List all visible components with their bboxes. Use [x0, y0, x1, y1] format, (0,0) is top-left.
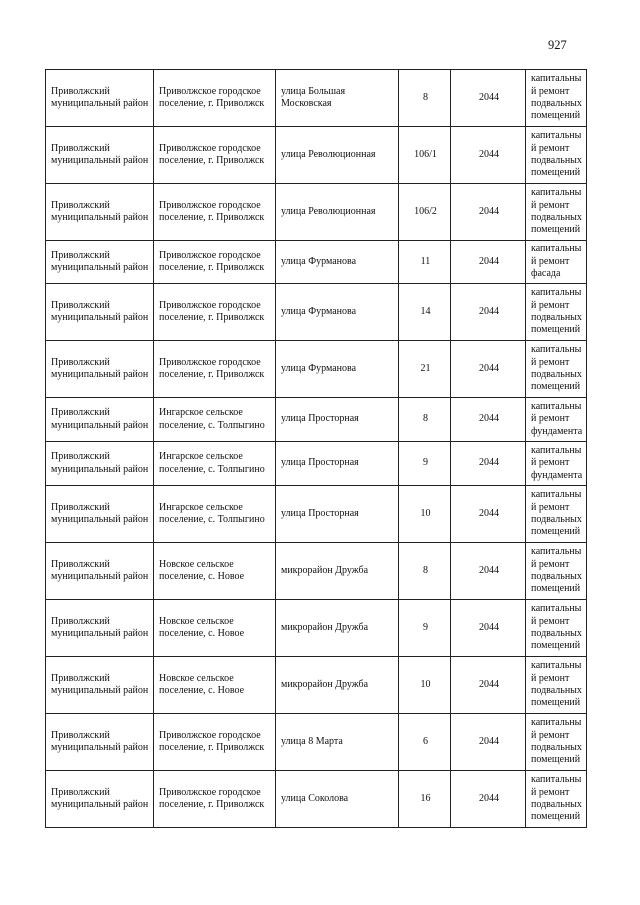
street-cell: микрорайон Дружба	[276, 543, 399, 600]
house-number-cell: 8	[399, 398, 451, 442]
year-cell: 2044	[451, 442, 526, 486]
page-number: 927	[548, 38, 567, 52]
settlement-cell: Приволжское городское поселение, г. Приволжск	[154, 341, 276, 398]
table-row	[46, 657, 587, 714]
year-cell: 2044	[451, 241, 526, 284]
table-row	[46, 600, 587, 657]
table-row	[46, 241, 587, 284]
street-cell: улица Соколова	[276, 771, 399, 828]
settlement-cell: Ингарское сельское поселение, с. Толпыгино	[154, 486, 276, 543]
settlement-cell: Приволжское городское поселение, г. Приволжск	[154, 127, 276, 184]
street-cell: улица Революционная	[276, 127, 399, 184]
work-type-cell: капитальный ремонт подвальных помещений	[526, 543, 587, 600]
settlement-cell: Ингарское сельское поселение, с. Толпыгино	[154, 398, 276, 442]
district-cell: Приволжский муниципальный район	[46, 714, 154, 771]
settlement-cell: Новское сельское поселение, с. Новое	[154, 657, 276, 714]
work-type-cell: капитальный ремонт фасада	[526, 241, 587, 284]
settlement-cell: Приволжское городское поселение, г. Приволжск	[154, 771, 276, 828]
district-cell: Приволжский муниципальный район	[46, 600, 154, 657]
district-cell: Приволжский муниципальный район	[46, 771, 154, 828]
house-number-cell: 6	[399, 714, 451, 771]
house-number-cell: 14	[399, 284, 451, 341]
district-cell: Приволжский муниципальный район	[46, 241, 154, 284]
work-type-cell: капитальный ремонт подвальных помещений	[526, 486, 587, 543]
work-type-cell: капитальный ремонт подвальных помещений	[526, 714, 587, 771]
street-cell: улица Просторная	[276, 442, 399, 486]
table-body	[46, 70, 587, 828]
work-type-cell: капитальный ремонт подвальных помещений	[526, 70, 587, 127]
house-number-cell: 8	[399, 543, 451, 600]
street-cell: микрорайон Дружба	[276, 600, 399, 657]
district-cell: Приволжский муниципальный район	[46, 398, 154, 442]
year-cell: 2044	[451, 600, 526, 657]
settlement-cell: Новское сельское поселение, с. Новое	[154, 600, 276, 657]
house-number-cell: 9	[399, 600, 451, 657]
year-cell: 2044	[451, 714, 526, 771]
district-cell: Приволжский муниципальный район	[46, 341, 154, 398]
year-cell: 2044	[451, 771, 526, 828]
street-cell: микрорайон Дружба	[276, 657, 399, 714]
table-row	[46, 714, 587, 771]
table-row	[46, 341, 587, 398]
table-row	[46, 486, 587, 543]
district-cell: Приволжский муниципальный район	[46, 657, 154, 714]
work-type-cell: капитальный ремонт подвальных помещений	[526, 600, 587, 657]
year-cell: 2044	[451, 657, 526, 714]
street-cell: улица Просторная	[276, 486, 399, 543]
settlement-cell: Новское сельское поселение, с. Новое	[154, 543, 276, 600]
work-type-cell: капитальный ремонт подвальных помещений	[526, 341, 587, 398]
district-cell: Приволжский муниципальный район	[46, 184, 154, 241]
table-row	[46, 127, 587, 184]
year-cell: 2044	[451, 398, 526, 442]
work-type-cell: капитальный ремонт фундамента	[526, 442, 587, 486]
house-number-cell: 16	[399, 771, 451, 828]
house-number-cell: 21	[399, 341, 451, 398]
house-number-cell: 9	[399, 442, 451, 486]
table-row	[46, 70, 587, 127]
district-cell: Приволжский муниципальный район	[46, 442, 154, 486]
table-row	[46, 284, 587, 341]
work-type-cell: капитальный ремонт фундамента	[526, 398, 587, 442]
year-cell: 2044	[451, 341, 526, 398]
district-cell: Приволжский муниципальный район	[46, 127, 154, 184]
street-cell: улица Просторная	[276, 398, 399, 442]
district-cell: Приволжский муниципальный район	[46, 486, 154, 543]
district-cell: Приволжский муниципальный район	[46, 284, 154, 341]
year-cell: 2044	[451, 486, 526, 543]
house-number-cell: 10	[399, 657, 451, 714]
district-cell: Приволжский муниципальный район	[46, 543, 154, 600]
house-number-cell: 8	[399, 70, 451, 127]
street-cell: улица Фурманова	[276, 284, 399, 341]
district-cell: Приволжский муниципальный район	[46, 70, 154, 127]
house-number-cell: 11	[399, 241, 451, 284]
year-cell: 2044	[451, 127, 526, 184]
year-cell: 2044	[451, 184, 526, 241]
year-cell: 2044	[451, 543, 526, 600]
work-type-cell: капитальный ремонт подвальных помещений	[526, 184, 587, 241]
settlement-cell: Приволжское городское поселение, г. Приволжск	[154, 284, 276, 341]
work-type-cell: капитальный ремонт подвальных помещений	[526, 127, 587, 184]
work-type-cell: капитальный ремонт подвальных помещений	[526, 657, 587, 714]
table-row	[46, 184, 587, 241]
street-cell: улица Революционная	[276, 184, 399, 241]
street-cell: улица Фурманова	[276, 341, 399, 398]
settlement-cell: Приволжское городское поселение, г. Приволжск	[154, 241, 276, 284]
table-row	[46, 398, 587, 442]
work-type-cell: капитальный ремонт подвальных помещений	[526, 771, 587, 828]
street-cell: улица Фурманова	[276, 241, 399, 284]
settlement-cell: Приволжское городское поселение, г. Приволжск	[154, 70, 276, 127]
street-cell: улица Большая Московская	[276, 70, 399, 127]
work-type-cell: капитальный ремонт подвальных помещений	[526, 284, 587, 341]
house-number-cell: 106/2	[399, 184, 451, 241]
house-number-cell: 106/1	[399, 127, 451, 184]
year-cell: 2044	[451, 70, 526, 127]
repair-schedule-table	[45, 69, 587, 828]
year-cell: 2044	[451, 284, 526, 341]
settlement-cell: Ингарское сельское поселение, с. Толпыгино	[154, 442, 276, 486]
settlement-cell: Приволжское городское поселение, г. Приволжск	[154, 714, 276, 771]
settlement-cell: Приволжское городское поселение, г. Приволжск	[154, 184, 276, 241]
table-row	[46, 442, 587, 486]
table-row	[46, 771, 587, 828]
street-cell: улица 8 Марта	[276, 714, 399, 771]
house-number-cell: 10	[399, 486, 451, 543]
table-row	[46, 543, 587, 600]
